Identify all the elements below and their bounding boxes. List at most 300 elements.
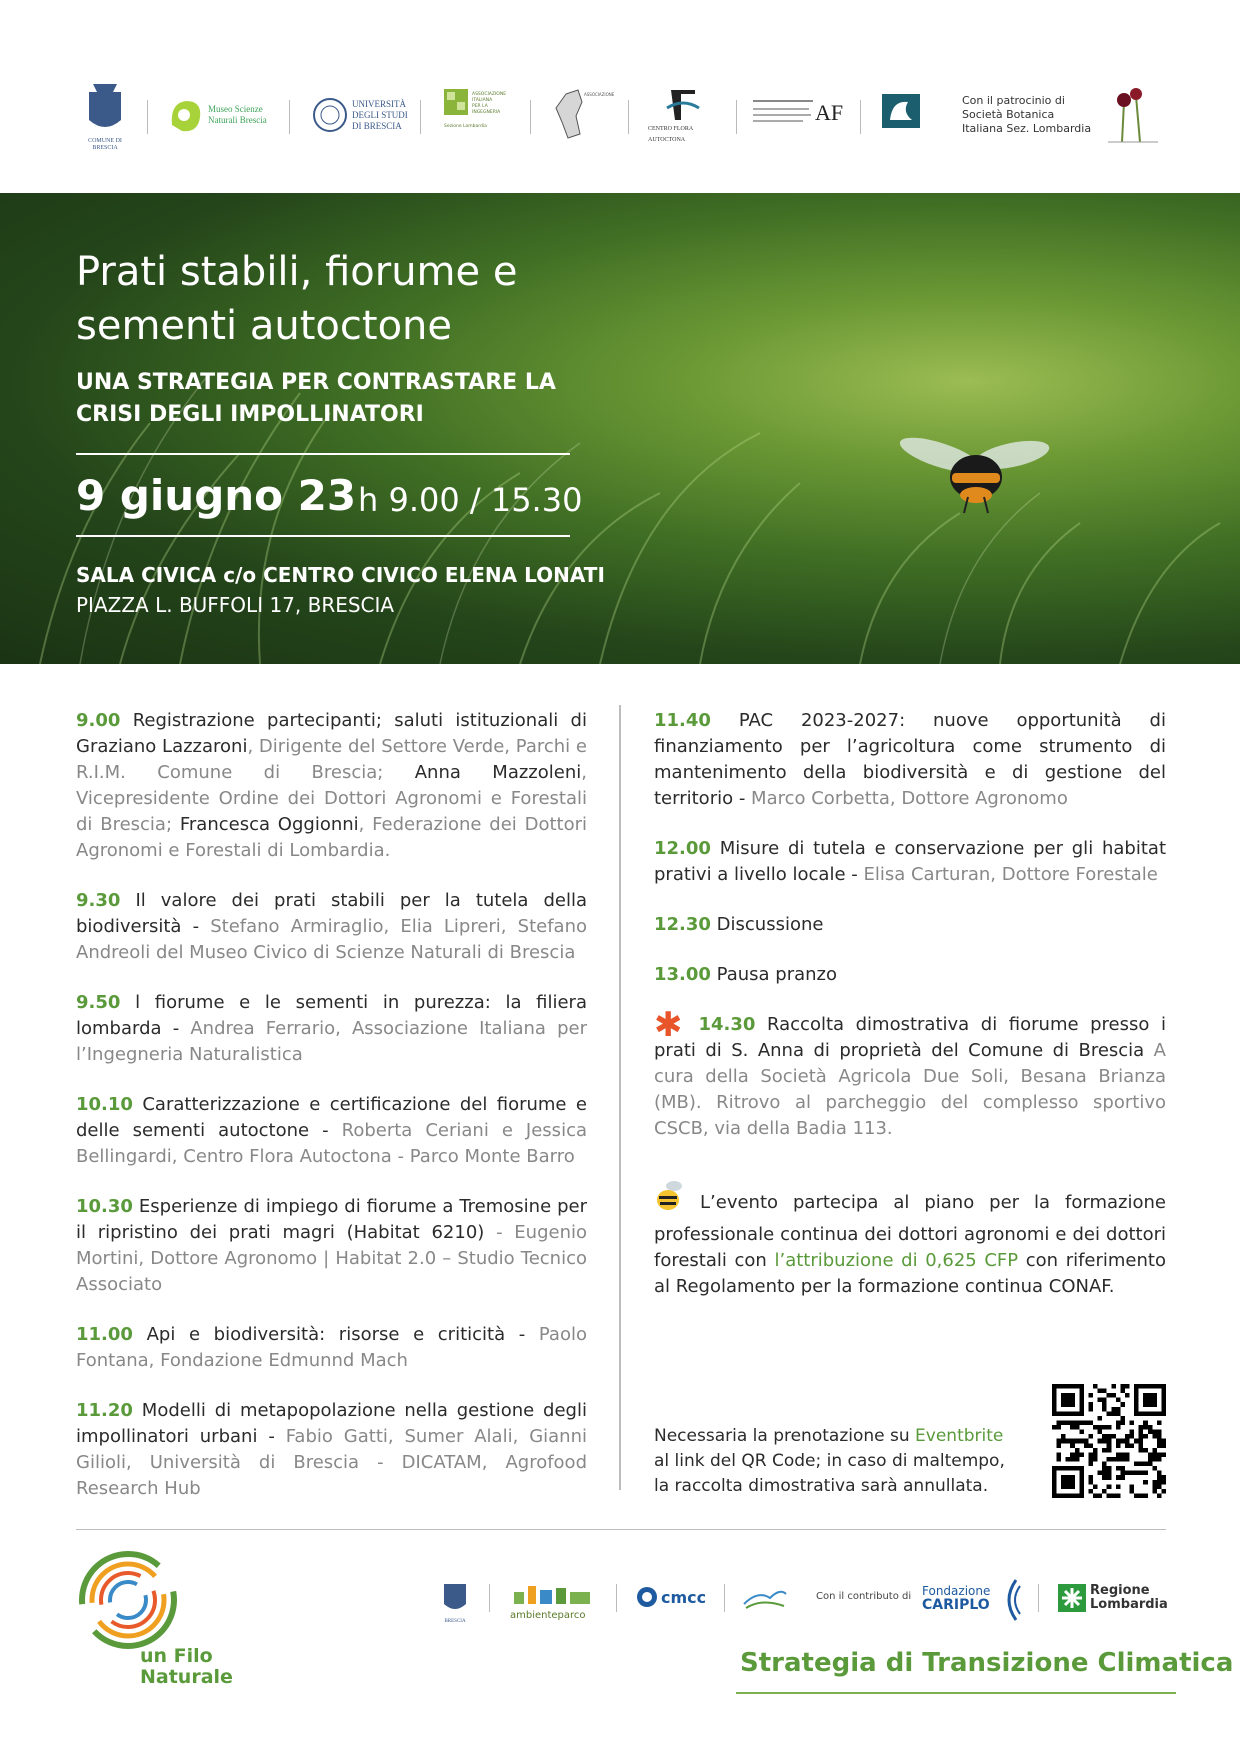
qr-module — [1066, 1457, 1071, 1462]
cmcc-text: cmcc — [661, 1587, 707, 1607]
program-talk: PAC 2023-2027: nuove opportunità di finanziamento per l’agricoltura come strumento di mantenimento della biodiversità e di gestione del territorio - — [654, 710, 1166, 809]
svg-text:ASSOCIAZIONE: ASSOCIAZIONE — [584, 92, 615, 97]
qr-module — [1107, 1393, 1112, 1398]
program-right-column — [654, 708, 1166, 1166]
program-time: 9.00 — [76, 710, 121, 731]
cfp-note — [654, 1180, 1166, 1300]
qr-module — [1116, 1475, 1121, 1480]
qr-module — [1098, 1430, 1103, 1435]
svg-text:PER LA: PER LA — [472, 104, 488, 109]
strategy-title: Strategia di Transizione Climatica — [740, 1648, 1234, 1678]
museo-scienze-logo — [168, 80, 268, 150]
qr-module — [1143, 1480, 1148, 1485]
program-item — [654, 708, 1166, 812]
program-speaker: A cura della Società Agricola Due Soli, Besana Brianza (MB). Ritrovo al parcheggio del complesso sportivo CSCB, via della Badia 113. — [654, 1040, 1166, 1139]
qr-module — [1107, 1475, 1112, 1480]
event-subtitle-line1: UNA STRATEGIA PER CONTRASTARE LA — [76, 370, 556, 395]
qr-module — [1070, 1443, 1075, 1448]
qr-module — [1093, 1484, 1098, 1489]
qr-module — [1134, 1439, 1139, 1444]
qr-module — [1116, 1452, 1121, 1457]
asterisk-flower-icon: ✱ — [654, 1005, 683, 1045]
qr-module — [1125, 1443, 1130, 1448]
qr-module — [1148, 1425, 1153, 1430]
hands-logo — [740, 1580, 790, 1618]
qr-module — [1134, 1471, 1139, 1476]
qr-module — [1070, 1452, 1075, 1457]
qr-module — [1130, 1471, 1135, 1476]
event-subtitle-line2: CRISI DEGLI IMPOLLINATORI — [76, 402, 424, 427]
cmcc-logo — [636, 1586, 706, 1608]
qr-module — [1075, 1439, 1080, 1444]
qr-module — [1134, 1462, 1139, 1467]
program-talk: Raccolta dimostrativa di fiorume presso i prati di S. Anna di proprietà del Comune di Brescia — [654, 1014, 1166, 1061]
qr-module — [1161, 1475, 1166, 1480]
qr-module — [1120, 1389, 1125, 1394]
patrocinio-text: Con il patrocinio di Società Botanica Italiana Sez. Lombardia — [962, 94, 1092, 135]
museo-text: Museo Scienze Naturali Brescia — [208, 104, 267, 125]
qr-module — [1152, 1484, 1157, 1489]
unfilo-line1: un Filo — [140, 1645, 213, 1667]
program-talk: Discussione — [716, 914, 824, 935]
hero-banner — [0, 193, 1240, 664]
qr-module — [1161, 1480, 1166, 1485]
program-talk: l fiorume e le sementi in purezza: la filiera lombarda - — [76, 992, 587, 1039]
qr-module — [1102, 1402, 1107, 1407]
qr-module — [1111, 1457, 1116, 1462]
svg-text:Sezione Lombardia: Sezione Lombardia — [444, 124, 487, 129]
qr-module — [1130, 1489, 1135, 1494]
program-talk: Registrazione partecipanti; saluti istituzionali di — [132, 710, 587, 731]
qr-module — [1157, 1420, 1162, 1425]
qr-module — [1102, 1466, 1107, 1471]
event-venue: SALA CIVICA c/o CENTRO CIVICO ELENA LONATI — [76, 563, 605, 587]
program-time: 9.30 — [76, 890, 121, 911]
universita-text: UNIVERSITÀ DEGLI STUDI DI BRESCIA — [352, 98, 408, 131]
qr-module — [1116, 1466, 1121, 1471]
cariplo-text: CARIPLO — [922, 1597, 990, 1613]
qr-module — [1102, 1425, 1107, 1430]
event-date: 9 giugno 23 — [76, 471, 357, 520]
logo-separator — [616, 1584, 617, 1612]
eventbrite-link[interactable]: Eventbrite — [915, 1426, 1004, 1446]
qr-module — [1111, 1393, 1116, 1398]
qr-code[interactable] — [1052, 1384, 1166, 1498]
qr-module — [1066, 1420, 1071, 1425]
qr-module — [1057, 1443, 1062, 1448]
qr-module — [1088, 1452, 1093, 1457]
hero-divider — [76, 453, 570, 455]
qr-module — [1075, 1448, 1080, 1453]
program-talk: Esperienze di impiego di fiorume a Tremosine per il ripristino dei prati magri (Habitat 6210) — [76, 1196, 587, 1243]
program-item — [76, 1322, 587, 1374]
qr-module — [1157, 1439, 1162, 1444]
qr-module — [1102, 1448, 1107, 1453]
qr-module — [1152, 1448, 1157, 1453]
qr-module — [1139, 1434, 1144, 1439]
svg-text:AF: AF — [815, 100, 844, 125]
qr-module — [1070, 1425, 1075, 1430]
qr-module — [1107, 1443, 1112, 1448]
regional-map-logo — [550, 80, 615, 150]
qr-module — [1098, 1493, 1103, 1498]
qr-module — [1152, 1480, 1157, 1485]
cfp-credits: l’attribuzione di 0,625 CFP — [774, 1250, 1019, 1271]
program-speaker: Elisa Carturan, Dottore Forestale — [863, 864, 1158, 885]
logo-separator — [860, 100, 861, 134]
qr-module — [1116, 1457, 1121, 1462]
program-speaker: Fabio Gatti, Sumer Alali, Gianni Gilioli, Università di Brescia - DICATAM, Agrofood Research Hub — [76, 1426, 587, 1499]
qr-module — [1148, 1457, 1153, 1462]
qr-module — [1098, 1471, 1103, 1476]
qr-module — [1084, 1443, 1089, 1448]
qr-module — [1157, 1430, 1162, 1435]
program-person: Anna Mazzoleni — [414, 762, 582, 783]
program-time: 10.10 — [76, 1094, 133, 1115]
strategy-underline — [736, 1692, 1176, 1694]
lombardia-text: Lombardia — [1090, 1597, 1168, 1612]
qr-module — [1152, 1466, 1157, 1471]
qr-module — [1088, 1457, 1093, 1462]
qr-module — [1079, 1439, 1084, 1444]
qr-module — [1125, 1452, 1130, 1457]
qr-module — [1102, 1398, 1107, 1403]
qr-module — [1111, 1407, 1116, 1412]
qr-module — [1061, 1420, 1066, 1425]
qr-module — [1052, 1425, 1057, 1430]
bee-illustration — [890, 433, 1060, 523]
logo-separator — [530, 100, 531, 134]
event-time: h 9.00 / 15.30 — [358, 481, 583, 519]
hero-divider — [76, 535, 570, 537]
qr-module — [1107, 1448, 1112, 1453]
qr-module — [1152, 1434, 1157, 1439]
logo-separator — [420, 100, 421, 134]
qr-module — [1143, 1420, 1148, 1425]
program-talk: Il valore dei prati stabili per la tutela della biodiversità - — [76, 890, 587, 937]
qr-module — [1084, 1439, 1089, 1444]
qr-module — [1061, 1475, 1075, 1489]
event-title-line1: Prati stabili, fiorume e — [76, 249, 518, 295]
qr-module — [1116, 1439, 1121, 1444]
federazione-agronomi-logo — [750, 80, 846, 150]
qr-module — [1102, 1389, 1107, 1394]
qr-module — [1139, 1493, 1144, 1498]
program-speaker: - Eugenio Mortini, Dottore Agronomo | Habitat 2.0 – Studio Tecnico Associato — [76, 1222, 587, 1295]
qr-module — [1157, 1457, 1162, 1462]
qr-module — [1157, 1493, 1162, 1498]
logo-separator — [736, 100, 737, 134]
qr-module — [1102, 1462, 1107, 1467]
qr-module — [1079, 1430, 1084, 1435]
qr-module — [1130, 1484, 1135, 1489]
qr-module — [1143, 1471, 1148, 1476]
qr-module — [1102, 1407, 1107, 1412]
svg-text:BRESCIA: BRESCIA — [92, 145, 118, 151]
qr-module — [1139, 1439, 1144, 1444]
event-title-line2: sementi autoctone — [76, 303, 453, 349]
qr-module — [1088, 1420, 1093, 1425]
qr-module — [1120, 1384, 1125, 1389]
qr-module — [1125, 1434, 1130, 1439]
qr-module — [1148, 1452, 1153, 1457]
qr-module — [1152, 1452, 1157, 1457]
botanical-flower-logo — [1098, 80, 1168, 150]
fondazione-text: Fondazione — [922, 1584, 991, 1598]
program-item — [654, 962, 1166, 988]
program-time: 14.30 — [698, 1014, 756, 1035]
program-item — [654, 1005, 1166, 1142]
qr-module — [1079, 1452, 1084, 1457]
program-item — [654, 836, 1166, 888]
program-speaker: Paolo Fontana, Fondazione Edmunnd Mach — [76, 1324, 587, 1371]
qr-module — [1102, 1439, 1107, 1444]
qr-module — [1157, 1443, 1162, 1448]
qr-module — [1143, 1393, 1157, 1407]
qr-module — [1130, 1420, 1135, 1425]
svg-text:COMUNE DI: COMUNE DI — [88, 138, 122, 144]
program-talk: Caratterizzazione e certificazione del fiorume e delle sementi autoctone - — [76, 1094, 587, 1141]
svg-text:ASSOCIAZIONE: ASSOCIAZIONE — [472, 92, 507, 97]
program-item — [76, 1092, 587, 1170]
cfp-text-end: con riferimento al Regolamento per la formazione continua CONAF. — [654, 1250, 1166, 1297]
qr-module — [1116, 1420, 1121, 1425]
qr-module — [1093, 1457, 1098, 1462]
un-filo-naturale-logo — [76, 1548, 180, 1652]
fondazione-cariplo-logo — [922, 1584, 990, 1612]
logo-separator — [628, 100, 629, 134]
qr-module — [1116, 1398, 1121, 1403]
qr-module — [1093, 1384, 1098, 1389]
qr-module — [1088, 1402, 1093, 1407]
program-talk: Pausa pranzo — [716, 964, 838, 985]
logo-separator — [147, 100, 148, 134]
qr-module — [1061, 1439, 1066, 1444]
booking-notice — [654, 1424, 1024, 1499]
qr-module — [1079, 1420, 1084, 1425]
qr-module — [1120, 1466, 1125, 1471]
qr-module — [1098, 1425, 1103, 1430]
program-person: Graziano Lazzaroni — [76, 736, 248, 757]
qr-module — [1120, 1475, 1125, 1480]
qr-module — [1161, 1452, 1166, 1457]
program-time: 12.00 — [654, 838, 711, 859]
qr-module — [1157, 1452, 1162, 1457]
qr-module — [1107, 1484, 1112, 1489]
qr-module — [1139, 1462, 1144, 1467]
program-speaker: Andrea Ferrario, Associazione Italiana per l’Ingegneria Naturalistica — [76, 1018, 588, 1065]
qr-module — [1088, 1434, 1093, 1439]
qr-module — [1130, 1434, 1135, 1439]
qr-module — [1070, 1420, 1075, 1425]
program-time: 13.00 — [654, 964, 711, 985]
program-item — [76, 1398, 587, 1502]
program-speaker: Marco Corbetta, Dottore Agronomo — [751, 788, 1068, 809]
program-time: 11.40 — [654, 710, 711, 731]
qr-module — [1070, 1439, 1075, 1444]
qr-module — [1120, 1402, 1125, 1407]
qr-module — [1102, 1471, 1107, 1476]
qr-module — [1084, 1420, 1089, 1425]
qr-module — [1107, 1471, 1112, 1476]
program-talk: Modelli di metapopolazione nella gestione degli impollinatori urbani - — [76, 1400, 587, 1447]
qr-module — [1107, 1466, 1112, 1471]
qr-module — [1157, 1475, 1162, 1480]
ordine-agronomi-logo — [876, 80, 926, 150]
qr-module — [1088, 1480, 1093, 1485]
qr-module — [1111, 1411, 1116, 1416]
qr-module — [1107, 1434, 1112, 1439]
program-speaker: , Federazione dei Dottori Agronomi e Forestali di Lombardia. — [76, 814, 588, 861]
qr-module — [1161, 1489, 1166, 1494]
qr-module — [1116, 1425, 1121, 1430]
qr-module — [1102, 1475, 1107, 1480]
qr-module — [1075, 1452, 1080, 1457]
qr-module — [1093, 1493, 1098, 1498]
svg-text:ITALIANA: ITALIANA — [472, 98, 493, 103]
qr-module — [1070, 1457, 1075, 1462]
program-time: 10.30 — [76, 1196, 133, 1217]
program-time: 9.50 — [76, 992, 121, 1013]
booking-text: Necessaria la prenotazione su — [654, 1426, 916, 1446]
logo-separator — [489, 1584, 490, 1612]
contributo-label: Con il contributo di — [816, 1591, 912, 1602]
qr-module — [1088, 1393, 1093, 1398]
qr-module — [1098, 1439, 1103, 1444]
qr-module — [1088, 1443, 1093, 1448]
qr-module — [1116, 1493, 1121, 1498]
qr-module — [1088, 1407, 1093, 1412]
qr-module — [1107, 1493, 1112, 1498]
qr-module — [1066, 1439, 1071, 1444]
qr-module — [1057, 1425, 1062, 1430]
program-left-column — [76, 708, 587, 1526]
qr-module — [1098, 1389, 1103, 1394]
qr-module — [1130, 1443, 1135, 1448]
logo-separator — [1038, 1584, 1039, 1612]
qr-module — [1148, 1430, 1153, 1435]
qr-module — [1143, 1493, 1148, 1498]
qr-module — [1093, 1425, 1098, 1430]
centro-flora-logo — [648, 80, 718, 150]
svg-text:BRESCIA: BRESCIA — [444, 1619, 466, 1624]
qr-module — [1111, 1384, 1116, 1389]
qr-module — [1057, 1457, 1062, 1462]
centro-flora-text: CENTRO FLORA AUTOCTONA — [648, 126, 693, 143]
qr-module — [1125, 1457, 1130, 1462]
regione-text: Regione — [1090, 1583, 1150, 1598]
cfp-text: L’evento partecipa al piano per la formazione professionale continua dei dottori agronomi e dei dottori forestali con — [654, 1192, 1166, 1271]
ambiente-parco-logo — [510, 1582, 596, 1622]
qr-module — [1102, 1489, 1107, 1494]
qr-module — [1102, 1434, 1107, 1439]
cariplo-mark-icon — [1000, 1578, 1022, 1626]
qr-module — [1057, 1439, 1062, 1444]
qr-module — [1139, 1448, 1144, 1453]
qr-module — [1143, 1425, 1148, 1430]
program-talk: Misure di tutela e conservazione per gli habitat prativi a livello locale - — [654, 838, 1166, 885]
logo-separator — [724, 1584, 725, 1612]
ambiente-parco-text: ambienteparco — [510, 1610, 586, 1621]
qr-module — [1157, 1471, 1162, 1476]
qr-module — [1161, 1439, 1166, 1444]
regione-lombardia-logo — [1058, 1584, 1168, 1612]
qr-module — [1057, 1452, 1062, 1457]
qr-module — [1139, 1425, 1144, 1430]
qr-module — [1161, 1443, 1166, 1448]
qr-module — [1120, 1420, 1125, 1425]
qr-module — [1120, 1457, 1125, 1462]
qr-module — [1111, 1434, 1116, 1439]
qr-module — [1075, 1457, 1080, 1462]
qr-module — [1143, 1448, 1148, 1453]
qr-module — [1088, 1475, 1093, 1480]
qr-module — [1130, 1430, 1135, 1435]
aiin-logo — [440, 80, 510, 150]
qr-module — [1107, 1439, 1112, 1444]
qr-module — [1152, 1489, 1157, 1494]
qr-module — [1125, 1471, 1130, 1476]
svg-text:INGEGNERIA: INGEGNERIA — [472, 110, 501, 115]
qr-module — [1120, 1452, 1125, 1457]
qr-module — [1139, 1430, 1144, 1435]
bee-icon — [654, 1180, 686, 1222]
qr-module — [1093, 1452, 1098, 1457]
qr-module — [1120, 1471, 1125, 1476]
qr-module — [1157, 1480, 1162, 1485]
program-speaker: , Vicepresidente Ordine dei Dottori Agronomi e Forestali di Brescia; — [76, 762, 587, 835]
qr-module — [1152, 1430, 1157, 1435]
qr-module — [1116, 1411, 1121, 1416]
qr-module — [1098, 1416, 1103, 1421]
program-item — [654, 912, 1166, 938]
qr-module — [1143, 1434, 1148, 1439]
event-subtitle — [76, 367, 596, 431]
qr-module — [1120, 1416, 1125, 1421]
qr-module — [1061, 1393, 1075, 1407]
qr-module — [1143, 1462, 1148, 1467]
footer-divider — [76, 1529, 1166, 1530]
column-divider — [619, 705, 621, 1490]
unfilo-line2: Naturale — [140, 1666, 233, 1688]
booking-text-line2: al link del QR Code; in caso di maltempo, — [654, 1451, 1005, 1471]
qr-module — [1157, 1484, 1162, 1489]
event-address: PIAZZA L. BUFFOLI 17, BRESCIA — [76, 593, 395, 617]
qr-module — [1125, 1384, 1130, 1389]
qr-module — [1088, 1462, 1093, 1467]
program-time: 11.20 — [76, 1400, 133, 1421]
qr-module — [1134, 1493, 1139, 1498]
qr-module — [1152, 1457, 1157, 1462]
qr-module — [1120, 1439, 1125, 1444]
program-item — [76, 990, 587, 1068]
qr-module — [1116, 1407, 1121, 1412]
qr-module — [1107, 1425, 1112, 1430]
qr-module — [1125, 1439, 1130, 1444]
program-item — [76, 1194, 587, 1298]
qr-module — [1107, 1457, 1112, 1462]
program-speaker: Roberta Ceriani e Jessica Bellingardi, Centro Flora Autoctona - Parco Monte Barro — [76, 1120, 587, 1167]
qr-module — [1139, 1471, 1144, 1476]
program-item — [76, 708, 587, 864]
program-speaker: , Dirigente del Settore Verde, Parchi e R.I.M. Comune di Brescia; — [76, 736, 587, 783]
event-title — [76, 245, 636, 353]
qr-module — [1116, 1484, 1121, 1489]
program-talk: Api e biodiversità: risorse e criticità - — [146, 1324, 539, 1345]
qr-module — [1057, 1420, 1062, 1425]
universita-logo — [310, 80, 410, 150]
qr-module — [1111, 1493, 1116, 1498]
